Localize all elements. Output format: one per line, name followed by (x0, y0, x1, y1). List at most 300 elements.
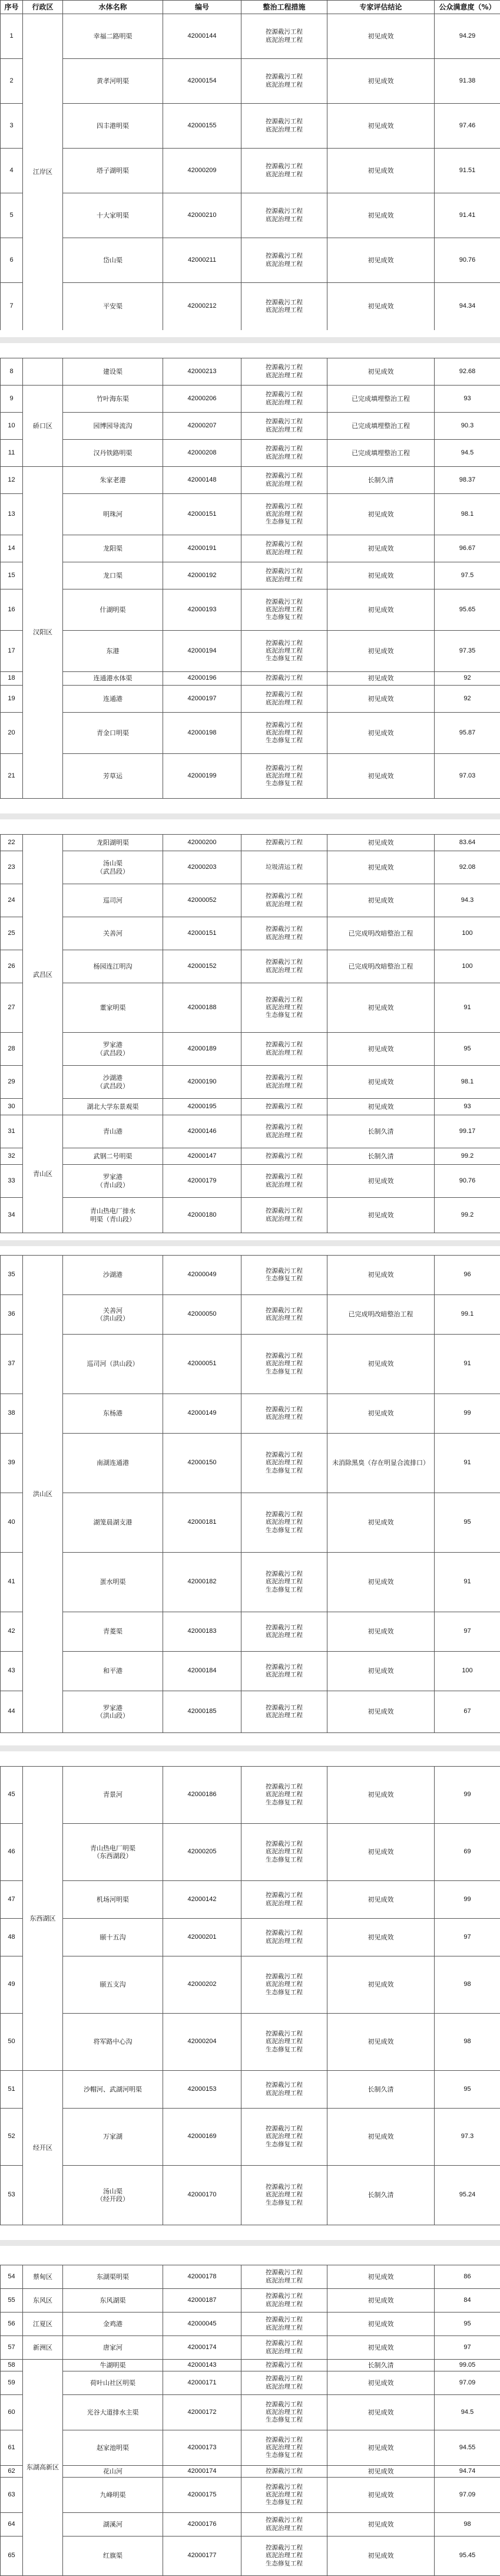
satisfaction-value: 91 (435, 1553, 500, 1612)
measures-cell: 控源截污工程 底泥治理工程 (241, 884, 327, 917)
water-body-table (0, 0, 500, 330)
measures-cell: 控源截污工程 底泥治理工程 生态修复工程 (241, 754, 327, 799)
table-row (1, 149, 500, 193)
assessment-conclusion: 初见成效 (327, 2371, 435, 2395)
assessment-conclusion: 初见成效 (327, 2466, 435, 2478)
row-number: 51 (1, 2071, 23, 2109)
water-body-name: 汤山渠 （武昌段） (63, 851, 163, 884)
measures-cell: 控源截污工程 底泥治理工程 (241, 14, 327, 59)
assessment-conclusion: 初见成效 (327, 2430, 435, 2466)
table-row (1, 1493, 500, 1553)
table-row (1, 1066, 500, 1099)
water-body-name: 董家明渠 (63, 983, 163, 1033)
measures-cell: 控源截污工程 底泥治理工程 (241, 149, 327, 193)
page-gap (0, 337, 500, 343)
water-body-name: 巡司河（洪山段） (63, 1335, 163, 1394)
table-header-row (1, 1, 500, 14)
table-page-section (0, 0, 500, 330)
table-row (1, 2430, 500, 2466)
water-body-name: 园博园导流沟 (63, 413, 163, 440)
assessment-conclusion: 初见成效 (327, 2313, 435, 2336)
water-body-name: 唐家河 (63, 2336, 163, 2360)
table-row (1, 2014, 500, 2071)
satisfaction-value: 99.1 (435, 1295, 500, 1335)
row-number: 36 (1, 1295, 23, 1335)
table-row (1, 2109, 500, 2166)
row-number: 4 (1, 149, 23, 193)
satisfaction-value: 97.5 (435, 562, 500, 589)
row-number: 1 (1, 14, 23, 59)
measures-cell: 控源截污工程 底泥治理工程 (241, 2289, 327, 2313)
satisfaction-value: 97.46 (435, 104, 500, 149)
table-row (1, 562, 500, 589)
measures-cell: 控源截污工程 底泥治理工程 生态修复工程 (241, 983, 327, 1033)
measures-cell: 控源截污工程 底泥治理工程 (241, 2336, 327, 2360)
table-page-section (0, 2265, 500, 2576)
measures-cell: 控源截污工程 底泥治理工程 生态修复工程 (241, 1824, 327, 1881)
water-body-code: 42000209 (163, 149, 241, 193)
satisfaction-value: 95 (435, 1493, 500, 1553)
assessment-conclusion: 长制久清 (327, 1115, 435, 1148)
measures-cell: 控源截污工程 底泥治理工程 (241, 467, 327, 494)
satisfaction-value: 97 (435, 1612, 500, 1652)
table-row (1, 1394, 500, 1434)
row-number: 5 (1, 193, 23, 238)
row-number: 53 (1, 2166, 23, 2225)
district-cell: 江岸区 (23, 14, 63, 331)
row-number: 19 (1, 686, 23, 713)
assessment-conclusion: 初见成效 (327, 1165, 435, 1198)
table-row (1, 2336, 500, 2360)
satisfaction-value: 90.76 (435, 1165, 500, 1198)
table-row (1, 851, 500, 884)
water-body-name: 罗家港 （洪山段） (63, 1691, 163, 1733)
water-body-name: 杨园连江明沟 (63, 950, 163, 983)
water-body-table (0, 1255, 500, 1733)
row-number: 60 (1, 2395, 23, 2430)
table-row (1, 754, 500, 799)
assessment-conclusion: 初见成效 (327, 1824, 435, 1881)
assessment-conclusion: 未消除黑臭（存在明显合流排口） (327, 1434, 435, 1493)
water-body-code: 42000213 (163, 358, 241, 386)
satisfaction-value: 100 (435, 917, 500, 950)
water-body-code: 42000195 (163, 1099, 241, 1115)
water-body-name: 青菱渠 (63, 1612, 163, 1652)
assessment-conclusion: 初见成效 (327, 1394, 435, 1434)
satisfaction-value: 95.24 (435, 2166, 500, 2225)
water-body-code: 42000170 (163, 2166, 241, 2225)
water-body-code: 42000212 (163, 283, 241, 331)
assessment-conclusion: 长制久清 (327, 467, 435, 494)
assessment-conclusion: 初见成效 (327, 1066, 435, 1099)
water-body-name: 龙口渠 (63, 562, 163, 589)
table-row (1, 386, 500, 413)
row-number: 42 (1, 1612, 23, 1652)
water-body-name: 机场河明渠 (63, 1881, 163, 1919)
satisfaction-value: 91.41 (435, 193, 500, 238)
row-number: 31 (1, 1115, 23, 1148)
satisfaction-value: 98 (435, 1956, 500, 2014)
row-number: 13 (1, 494, 23, 535)
row-number: 45 (1, 1767, 23, 1824)
row-number: 46 (1, 1824, 23, 1881)
table-row (1, 283, 500, 331)
assessment-conclusion: 初见成效 (327, 59, 435, 104)
water-body-name: 东杨港 (63, 1394, 163, 1434)
measures-cell: 控源截污工程 底泥治理工程 (241, 2313, 327, 2336)
measures-cell: 控源截污工程 底泥治理工程 (241, 1165, 327, 1198)
district-cell: 洪山区 (23, 1256, 63, 1733)
row-number: 35 (1, 1256, 23, 1295)
table-row (1, 440, 500, 467)
row-number: 24 (1, 884, 23, 917)
water-body-name: 罗家港 （武昌段） (63, 1033, 163, 1066)
water-body-name: 岱山渠 (63, 238, 163, 283)
table-row (1, 14, 500, 59)
measures-cell: 控源截污工程 底泥治理工程 (241, 238, 327, 283)
assessment-conclusion: 初见成效 (327, 1767, 435, 1824)
water-body-code: 42000201 (163, 1919, 241, 1956)
measures-cell: 控源截污工程 底泥治理工程 生态修复工程 (241, 631, 327, 672)
water-body-name: 牛湖明渠 (63, 2360, 163, 2371)
water-body-name: 十大家明渠 (63, 193, 163, 238)
water-body-name: 红旗渠 (63, 2537, 163, 2576)
table-row (1, 1881, 500, 1919)
satisfaction-value: 94.5 (435, 2395, 500, 2430)
column-header: 水体名称 (63, 1, 163, 14)
water-body-name: 赵家池明渠 (63, 2430, 163, 2466)
water-body-code: 42000179 (163, 1165, 241, 1198)
measures-cell: 控源截污工程 (241, 2466, 327, 2478)
assessment-conclusion: 初见成效 (327, 2289, 435, 2313)
district-cell: 硚口区 (23, 386, 63, 467)
assessment-conclusion: 初见成效 (327, 2513, 435, 2537)
page-gap (0, 2240, 500, 2246)
measures-cell: 控源截污工程 底泥治理工程 (241, 2371, 327, 2395)
measures-cell: 控源截污工程 底泥治理工程 (241, 686, 327, 713)
water-body-code: 42000185 (163, 1691, 241, 1733)
table-row (1, 1115, 500, 1148)
table-row (1, 1256, 500, 1295)
satisfaction-value: 95 (435, 2071, 500, 2109)
water-body-name: 武钢二号明渠 (63, 1148, 163, 1165)
satisfaction-value: 99 (435, 1881, 500, 1919)
district-cell: 汉阳区 (23, 467, 63, 799)
water-body-name: 光谷大道排水主渠 (63, 2395, 163, 2430)
water-body-name: 蛋水明渠 (63, 1553, 163, 1612)
table-row (1, 238, 500, 283)
water-body-name: 和平港 (63, 1652, 163, 1691)
measures-cell: 控源截污工程 底泥治理工程 生态修复工程 (241, 1956, 327, 2014)
measures-cell: 控源截污工程 底泥治理工程 (241, 104, 327, 149)
measures-cell: 控源截污工程 底泥治理工程 生态修复工程 (241, 1553, 327, 1612)
assessment-conclusion: 初见成效 (327, 1881, 435, 1919)
measures-cell: 控源截污工程 底泥治理工程 生态修复工程 (241, 2478, 327, 2513)
row-number: 9 (1, 386, 23, 413)
table-row (1, 1295, 500, 1335)
table-row (1, 1691, 500, 1733)
district-cell: 东西湖区 (23, 1767, 63, 2071)
assessment-conclusion: 初见成效 (327, 283, 435, 331)
assessment-conclusion: 长制久清 (327, 1148, 435, 1165)
table-row (1, 1434, 500, 1493)
measures-cell: 控源截污工程 底泥治理工程 生态修复工程 (241, 1493, 327, 1553)
water-body-name: 南湖连通港 (63, 1434, 163, 1493)
water-body-code: 42000187 (163, 2289, 241, 2313)
satisfaction-value: 94.3 (435, 884, 500, 917)
table-row (1, 1824, 500, 1881)
water-body-code: 42000174 (163, 2466, 241, 2478)
row-number: 56 (1, 2313, 23, 2336)
satisfaction-value: 97.03 (435, 754, 500, 799)
row-number: 10 (1, 413, 23, 440)
table-row (1, 1767, 500, 1824)
satisfaction-value: 93 (435, 386, 500, 413)
district-cell: 经开区 (23, 2071, 63, 2225)
measures-cell: 控源截污工程 底泥治理工程 生态修复工程 (241, 1335, 327, 1394)
measures-cell: 控源截污工程 底泥治理工程 (241, 440, 327, 467)
satisfaction-value: 67 (435, 1691, 500, 1733)
measures-cell: 控源截污工程 底泥治理工程 (241, 535, 327, 562)
water-body-code: 42000152 (163, 950, 241, 983)
water-body-code: 42000146 (163, 1115, 241, 1148)
table-row (1, 1099, 500, 1115)
district-cell (23, 358, 63, 386)
assessment-conclusion: 初见成效 (327, 1652, 435, 1691)
water-body-name: 东港 (63, 631, 163, 672)
table-row (1, 2537, 500, 2576)
satisfaction-value: 84 (435, 2289, 500, 2313)
water-body-name: 明珠河 (63, 494, 163, 535)
water-body-code: 42000142 (163, 1881, 241, 1919)
table-row (1, 1198, 500, 1233)
column-header: 专家评估结论 (327, 1, 435, 14)
table-row (1, 2513, 500, 2537)
water-body-code: 42000049 (163, 1256, 241, 1295)
table-row (1, 535, 500, 562)
satisfaction-value: 83.64 (435, 835, 500, 851)
measures-cell: 控源截污工程 (241, 1148, 327, 1165)
satisfaction-value: 94.74 (435, 2466, 500, 2478)
assessment-conclusion: 初见成效 (327, 1956, 435, 2014)
measures-cell: 控源截污工程 (241, 672, 327, 686)
water-body-name: 黄孝河明渠 (63, 59, 163, 104)
table-row (1, 2371, 500, 2395)
water-body-name: 湖北大学东景观渠 (63, 1099, 163, 1115)
column-header: 行政区 (23, 1, 63, 14)
satisfaction-value: 94.29 (435, 14, 500, 59)
assessment-conclusion: 已完成填埋整治工程 (327, 440, 435, 467)
assessment-conclusion: 初见成效 (327, 2395, 435, 2430)
assessment-conclusion: 初见成效 (327, 983, 435, 1033)
water-body-code: 42000051 (163, 1335, 241, 1394)
assessment-conclusion: 初见成效 (327, 1033, 435, 1066)
table-row (1, 713, 500, 754)
assessment-conclusion: 初见成效 (327, 851, 435, 884)
water-body-code: 42000192 (163, 562, 241, 589)
water-body-code: 42000151 (163, 494, 241, 535)
row-number: 40 (1, 1493, 23, 1553)
water-body-code: 42000189 (163, 1033, 241, 1066)
district-cell: 江夏区 (23, 2313, 63, 2336)
water-body-name: 将军路中心沟 (63, 2014, 163, 2071)
satisfaction-value: 97.35 (435, 631, 500, 672)
table-row (1, 917, 500, 950)
water-body-code: 42000171 (163, 2371, 241, 2395)
satisfaction-value: 99 (435, 1394, 500, 1434)
water-body-name: 湖笼晨湖支港 (63, 1493, 163, 1553)
measures-cell: 控源截污工程 底泥治理工程 (241, 562, 327, 589)
water-body-code: 42000203 (163, 851, 241, 884)
assessment-conclusion: 初见成效 (327, 835, 435, 851)
table-row (1, 884, 500, 917)
water-body-name: 汤山渠 （经开段） (63, 2166, 163, 2225)
water-body-code: 42000183 (163, 1612, 241, 1652)
table-row (1, 1148, 500, 1165)
row-number: 2 (1, 59, 23, 104)
table-page-section (0, 1255, 500, 1733)
water-body-name: 青金口明渠 (63, 713, 163, 754)
satisfaction-value: 97.3 (435, 2109, 500, 2166)
water-body-name: 巡司河 (63, 884, 163, 917)
satisfaction-value: 99.2 (435, 1148, 500, 1165)
satisfaction-value: 91 (435, 1434, 500, 1493)
assessment-conclusion: 长制久清 (327, 2071, 435, 2109)
measures-cell: 控源截污工程 底泥治理工程 (241, 1115, 327, 1148)
table-row (1, 1033, 500, 1066)
water-body-code: 42000148 (163, 467, 241, 494)
table-row (1, 983, 500, 1033)
table-row (1, 686, 500, 713)
row-number: 54 (1, 2265, 23, 2289)
water-body-code: 42000173 (163, 2430, 241, 2466)
assessment-conclusion: 初见成效 (327, 754, 435, 799)
satisfaction-value: 69 (435, 1824, 500, 1881)
assessment-conclusion: 初见成效 (327, 494, 435, 535)
assessment-conclusion: 初见成效 (327, 1553, 435, 1612)
water-body-name: 龙阳渠 (63, 535, 163, 562)
table-row (1, 2071, 500, 2109)
satisfaction-value: 95.87 (435, 713, 500, 754)
satisfaction-value: 98.1 (435, 494, 500, 535)
table-row (1, 467, 500, 494)
assessment-conclusion: 初见成效 (327, 631, 435, 672)
assessment-conclusion: 初见成效 (327, 1919, 435, 1956)
water-body-code: 42000210 (163, 193, 241, 238)
water-body-name: 朱家老港 (63, 467, 163, 494)
column-header: 整治工程措施 (241, 1, 327, 14)
row-number: 30 (1, 1099, 23, 1115)
water-body-code: 42000194 (163, 631, 241, 672)
row-number: 33 (1, 1165, 23, 1198)
table-row (1, 1919, 500, 1956)
satisfaction-value: 86 (435, 2265, 500, 2289)
water-body-name: 九峰明渠 (63, 2478, 163, 2513)
satisfaction-value: 99.05 (435, 2360, 500, 2371)
assessment-conclusion: 初见成效 (327, 358, 435, 386)
water-body-name: 花山河 (63, 2466, 163, 2478)
table-row (1, 2360, 500, 2371)
water-body-code: 42000208 (163, 440, 241, 467)
water-body-code: 42000151 (163, 917, 241, 950)
row-number: 63 (1, 2478, 23, 2513)
measures-cell: 控源截污工程 底泥治理工程 (241, 1033, 327, 1066)
satisfaction-value: 98.1 (435, 1066, 500, 1099)
satisfaction-value: 91 (435, 1335, 500, 1394)
water-body-name: 湖溪河 (63, 2513, 163, 2537)
water-body-code: 42000186 (163, 1767, 241, 1824)
satisfaction-value: 91.38 (435, 59, 500, 104)
water-body-name: 颐五支沟 (63, 1956, 163, 2014)
assessment-conclusion: 初见成效 (327, 1099, 435, 1115)
table-row (1, 589, 500, 631)
row-number: 12 (1, 467, 23, 494)
page-gap (0, 1745, 500, 1751)
assessment-conclusion: 初见成效 (327, 1335, 435, 1394)
row-number: 37 (1, 1335, 23, 1394)
water-body-code: 42000182 (163, 1553, 241, 1612)
water-body-name: 万家湖 (63, 2109, 163, 2166)
assessment-conclusion: 初见成效 (327, 238, 435, 283)
assessment-conclusion: 初见成效 (327, 1198, 435, 1233)
assessment-conclusion: 初见成效 (327, 104, 435, 149)
assessment-conclusion: 已完成明改暗整治工程 (327, 917, 435, 950)
water-body-code: 42000174 (163, 2336, 241, 2360)
water-body-name: 青山热电厂明渠 （东西湖段） (63, 1824, 163, 1881)
water-body-code: 42000169 (163, 2109, 241, 2166)
row-number: 7 (1, 283, 23, 331)
satisfaction-value: 92 (435, 672, 500, 686)
row-number: 44 (1, 1691, 23, 1733)
water-body-name: 关善河 (63, 917, 163, 950)
column-header: 编号 (163, 1, 241, 14)
satisfaction-value: 95.65 (435, 589, 500, 631)
measures-cell: 控源截污工程 底泥治理工程 (241, 1612, 327, 1652)
row-number: 34 (1, 1198, 23, 1233)
satisfaction-value: 97 (435, 1919, 500, 1956)
water-body-code: 42000052 (163, 884, 241, 917)
row-number: 26 (1, 950, 23, 983)
satisfaction-value: 94.55 (435, 2430, 500, 2466)
page-gap (0, 813, 500, 819)
satisfaction-value: 97 (435, 2336, 500, 2360)
row-number: 38 (1, 1394, 23, 1434)
water-body-name: 荷叶山社区明渠 (63, 2371, 163, 2395)
water-body-name: 连通港 (63, 686, 163, 713)
water-body-name: 建设渠 (63, 358, 163, 386)
water-body-code: 42000190 (163, 1066, 241, 1099)
water-body-name: 塔子湖明渠 (63, 149, 163, 193)
measures-cell: 控源截污工程 底泥治理工程 生态修复工程 (241, 2395, 327, 2430)
satisfaction-value: 94.34 (435, 283, 500, 331)
measures-cell: 控源截污工程 底泥治理工程 生态修复工程 (241, 2537, 327, 2576)
water-body-code: 42000178 (163, 2265, 241, 2289)
assessment-conclusion: 初见成效 (327, 535, 435, 562)
district-cell: 东湖高新区 (23, 2360, 63, 2576)
measures-cell: 控源截污工程 底泥治理工程 (241, 193, 327, 238)
water-body-code: 42000045 (163, 2313, 241, 2336)
row-number: 59 (1, 2371, 23, 2395)
table-row (1, 1165, 500, 1198)
satisfaction-value: 97.09 (435, 2371, 500, 2395)
column-header: 序号 (1, 1, 23, 14)
assessment-conclusion: 初见成效 (327, 14, 435, 59)
measures-cell: 控源截污工程 底泥治理工程 生态修复工程 (241, 2014, 327, 2071)
assessment-conclusion: 长制久清 (327, 2166, 435, 2225)
water-body-name: 幸福二路明渠 (63, 14, 163, 59)
row-number: 57 (1, 2336, 23, 2360)
water-body-code: 42000149 (163, 1394, 241, 1434)
